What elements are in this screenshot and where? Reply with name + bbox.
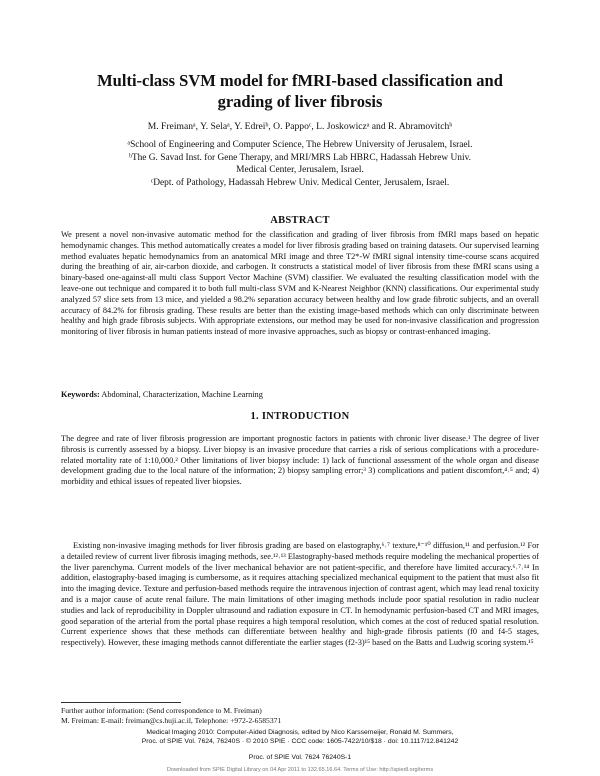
affiliation-c: ᶜDept. of Pathology, Hadassah Hebrew Univ. Medical Center, Jerusalem, Israel. <box>150 177 450 188</box>
paper-title <box>60 70 540 112</box>
title-line-1: Multi-class SVM model for fMRI-based classification and <box>97 71 503 90</box>
footnote-correspondence: Further author information: (Send correspondence to M. Freiman) <box>61 706 262 715</box>
affiliations <box>40 139 560 189</box>
affiliation-b-line-2: Medical Center, Jerusalem, Israel. <box>236 165 364 176</box>
affiliation-a: ᵃSchool of Engineering and Computer Science, The Hebrew University of Jerusalem, Israel. <box>127 140 473 150</box>
footnote-rule <box>61 702 181 703</box>
page-number: Proc. of SPIE Vol. 7624 76240S-1 <box>248 754 352 761</box>
abstract-text: We present a novel non-invasive automatic method for the classification and grading of liver fibrosis from fMRI maps based on hepatic hemodynamic changes. This method automatically creates a model for liver fibrosis grading based on training datasets. Our supervised learning method evaluates hepatic hemodynamics from an anatomical MRI image and three T2*-W fMRI signal intensity time-course scans acquired during the breathing of air, air-carbon dioxide, and carbogen. It constructs a statistical model of liver fibrosis from these fMRI scans using a binary-based one-against-all multi class Support Vector Machine (SVM) classifier. We evaluated the resulting classification model with the leave-one out technique and compared it to both full multi-class SVM and K-Nearest Neighbor (KNN) classifications. Our experimental study analyzed 57 slice sets from 13 mice, and yielded a 98.2% separation accuracy between healthy and low grade fibrotic subjects, and an overall accuracy of 84.2% for fibrosis grading. These results are better than the existing image-based methods which can only discriminate between healthy and high grade fibrosis subjects. With appropriate extensions, our method may be used for non-invasive classification and progression monitoring of liver fibrosis in human patients instead of more invasive approaches, such as biopsy or contrast-enhanced imaging. <box>61 230 539 337</box>
keywords <box>61 390 539 399</box>
download-notice: Downloaded from SPIE Digital Library on 04 Apr 2011 to 132.65.16.64. Terms of Use: http://spiedl.org/terms <box>166 767 434 773</box>
keywords-label: Keywords: <box>61 390 100 399</box>
proceedings-line-1: Medical Imaging 2010: Computer-Aided Diagnosis, edited by Nico Karssemeijer, Ronald M. Summers, <box>146 729 454 736</box>
footnotes <box>61 706 539 726</box>
keywords-text: Abdominal, Characterization, Machine Learning <box>101 390 263 399</box>
intro-paragraph-1: The degree and rate of liver fibrosis progression are important prognostic factors in patients with chronic liver disease.¹ The degree of liver fibrosis is currently assessed by a biopsy. Liver biopsy is an invasive procedure that carries a risk of serious complications with a procedure-related mortality rate of 1:10,000.² Other limitations of liver biopsy include: 1) lack of functional assessment of the whole organ and disease development grading due to the local nature of the information; 2) biopsy sampling error;³ 3) complications and patient discomfort,⁴˒⁵ and; 4) morbidity and ethical issues of repeated liver biopsies. <box>61 434 539 487</box>
section-heading-introduction: 1. INTRODUCTION <box>250 411 350 422</box>
abstract-heading: ABSTRACT <box>270 215 330 226</box>
intro-paragraph-2: Existing non-invasive imaging methods for liver fibrosis grading are based on elastography,⁶˒⁷ texture,⁸⁻¹⁰ diffusion,¹¹ and perfusion.¹² For a detailed review of current liver fibrosis imaging methods, see.¹²˒¹³ Elastography-based methods require modeling the mechanical properties of the liver parenchyma. Current models of the liver mechanical behavior are not patient-specific, and therefore have limited accuracy.⁶˒⁷˒¹⁴ In addition, elastography-based imaging is cumbersome, as it requires attaching specialized mechanical equipment to the patient that must also fit into the imaging device. Texture and perfusion-based methods require the intravenous injection of contrast agent, which may lead renal toxicity and is a major cause of acute renal failure. The main limitations of other imaging methods include poor spatial resolution in radio nuclear studies and lack of reproducibility in Doppler ultrasound and radiation exposure in CT. In hemodynamic perfusion-based CT and MRI images, good separation of the arterial from the portal phase requires a high temporal resolution, which comes at the cost of reduced spatial resolution. Current experience shows that these methods can differentiate between healthy and high-grade fibrosis patients (f0 and f4-5 stages, respectively). However, these imaging methods cannot differentiate the earlier stages (f2-3)¹⁵ based on the Batts and Ludwig scoring system.¹⁵ <box>61 541 539 648</box>
author-list: M. Freimanᵃ, Y. Selaᵃ, Y. Edreiᵇ, O. Pappoᶜ, L. Joskowiczᵃ and R. Abramovitchᵇ <box>147 121 453 132</box>
proceedings-citation <box>0 728 600 746</box>
proceedings-line-2: Proc. of SPIE Vol. 7624, 76240S · © 2010 SPIE · CCC code: 1605-7422/10/$18 · doi: 10.1117/12.841242 <box>141 738 459 745</box>
title-line-2: grading of liver fibrosis <box>217 92 383 111</box>
affiliation-b-line-1: ᵇThe G. Savad Inst. for Gene Therapy, and MRI/MRS Lab HBRC, Hadassah Hebrew Univ. <box>128 152 472 163</box>
footnote-contact: M. Freiman: E-mail: freiman@cs.huji.ac.il, Telephone: +972-2-6585371 <box>61 716 282 725</box>
